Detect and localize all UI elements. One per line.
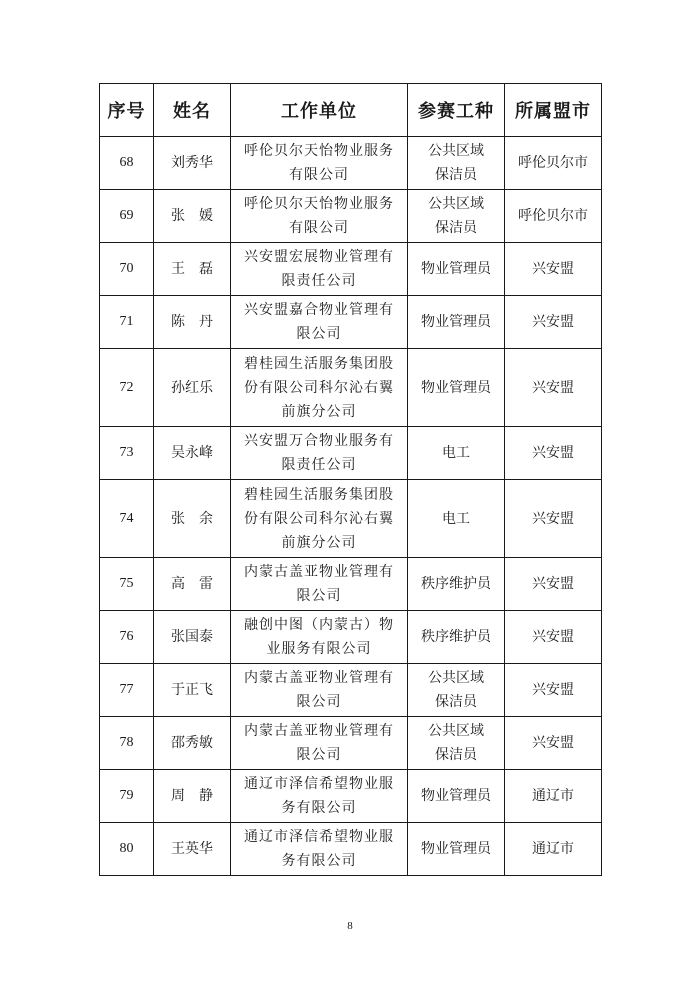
cell-line: 份有限公司科尔沁右翼 <box>244 379 394 396</box>
cell-trade <box>408 717 505 770</box>
cell-league: 兴安盟 <box>505 296 602 349</box>
cell-unit <box>231 349 408 427</box>
cell-line: 限公司 <box>296 326 342 342</box>
cell-league: 兴安盟 <box>505 427 602 480</box>
cell-trade <box>408 611 505 664</box>
cell-trade <box>408 243 505 296</box>
cell-seq: 70 <box>100 243 154 296</box>
cell-league: 呼伦贝尔市 <box>505 137 602 190</box>
cell-line: 限公司 <box>296 694 342 710</box>
table-row <box>100 349 602 427</box>
table-row <box>100 427 602 480</box>
cell-line: 通辽市泽信希望物业服 <box>244 829 394 845</box>
cell-trade <box>408 190 505 243</box>
cell-trade <box>408 770 505 823</box>
cell-line: 呼伦贝尔天怡物业服务 <box>244 196 394 212</box>
cell-trade <box>408 823 505 876</box>
cell-line: 通辽市泽信希望物业服 <box>244 776 394 792</box>
cell-name: 吴永峰 <box>154 427 231 480</box>
cell-line: 公共区域 <box>428 143 484 159</box>
table-row <box>100 770 602 823</box>
cell-line: 保洁员 <box>435 694 477 710</box>
cell-line: 限公司 <box>296 747 342 763</box>
table-row <box>100 823 602 876</box>
cell-line: 保洁员 <box>435 747 477 763</box>
cell-line: 兴安盟万合物业服务有 <box>244 433 394 449</box>
roster-body <box>100 137 602 876</box>
cell-line: 保洁员 <box>435 220 477 236</box>
cell-league: 兴安盟 <box>505 243 602 296</box>
cell-line: 前旗分公司 <box>281 403 357 420</box>
cell-seq: 76 <box>100 611 154 664</box>
table-row <box>100 480 602 558</box>
cell-unit <box>231 427 408 480</box>
cell-unit <box>231 243 408 296</box>
cell-unit <box>231 664 408 717</box>
cell-seq: 71 <box>100 296 154 349</box>
cell-unit <box>231 480 408 558</box>
cell-unit <box>231 823 408 876</box>
cell-line: 兴安盟宏展物业管理有 <box>244 249 394 265</box>
cell-seq: 75 <box>100 558 154 611</box>
cell-trade <box>408 427 505 480</box>
header-unit: 工作单位 <box>231 84 408 137</box>
cell-line: 份有限公司科尔沁右翼 <box>244 510 394 527</box>
cell-name: 张 余 <box>154 480 231 558</box>
cell-line: 内蒙古盖亚物业管理有 <box>244 723 394 739</box>
cell-name: 刘秀华 <box>154 137 231 190</box>
cell-line: 内蒙古盖亚物业管理有 <box>244 670 394 686</box>
cell-seq: 77 <box>100 664 154 717</box>
cell-unit <box>231 611 408 664</box>
table-row <box>100 558 602 611</box>
cell-line: 碧桂园生活服务集团股 <box>244 486 394 503</box>
cell-line: 电工 <box>442 510 470 527</box>
cell-league: 兴安盟 <box>505 349 602 427</box>
cell-line: 呼伦贝尔天怡物业服务 <box>244 143 394 159</box>
cell-line: 融创中图（内蒙古）物 <box>244 617 394 633</box>
header-name: 姓名 <box>154 84 231 137</box>
cell-line: 公共区域 <box>428 670 484 686</box>
cell-league: 兴安盟 <box>505 480 602 558</box>
cell-name: 王英华 <box>154 823 231 876</box>
cell-line: 公共区域 <box>428 196 484 212</box>
table-row <box>100 137 602 190</box>
cell-line: 限责任公司 <box>281 273 357 289</box>
cell-unit <box>231 296 408 349</box>
cell-line: 物业管理员 <box>421 841 491 857</box>
cell-name: 陈 丹 <box>154 296 231 349</box>
table-row <box>100 611 602 664</box>
cell-trade <box>408 664 505 717</box>
cell-line: 内蒙古盖亚物业管理有 <box>244 564 394 580</box>
cell-unit <box>231 770 408 823</box>
header-trade: 参赛工种 <box>408 84 505 137</box>
cell-league: 兴安盟 <box>505 611 602 664</box>
cell-line: 物业管理员 <box>421 261 491 277</box>
cell-name: 张 媛 <box>154 190 231 243</box>
table-row <box>100 664 602 717</box>
cell-line: 物业管理员 <box>421 314 491 330</box>
cell-line: 兴安盟嘉合物业管理有 <box>244 302 394 318</box>
cell-name: 邵秀敏 <box>154 717 231 770</box>
cell-seq: 73 <box>100 427 154 480</box>
cell-seq: 72 <box>100 349 154 427</box>
cell-line: 电工 <box>442 445 470 461</box>
cell-league: 兴安盟 <box>505 717 602 770</box>
header-row <box>100 84 602 137</box>
cell-name: 于正飞 <box>154 664 231 717</box>
cell-seq: 79 <box>100 770 154 823</box>
header-league: 所属盟市 <box>505 84 602 137</box>
table-row <box>100 296 602 349</box>
cell-line: 公共区域 <box>428 723 484 739</box>
cell-line: 业服务有限公司 <box>266 641 372 657</box>
page-number: 8 <box>347 920 353 932</box>
cell-league: 兴安盟 <box>505 664 602 717</box>
cell-league: 呼伦贝尔市 <box>505 190 602 243</box>
cell-line: 秩序维护员 <box>421 629 491 645</box>
table-row <box>100 190 602 243</box>
cell-line: 碧桂园生活服务集团股 <box>244 355 394 372</box>
cell-name: 张国泰 <box>154 611 231 664</box>
cell-trade <box>408 137 505 190</box>
table-row <box>100 243 602 296</box>
cell-seq: 74 <box>100 480 154 558</box>
cell-seq: 78 <box>100 717 154 770</box>
cell-league: 兴安盟 <box>505 558 602 611</box>
roster-table <box>99 83 602 876</box>
cell-trade <box>408 558 505 611</box>
cell-unit <box>231 190 408 243</box>
cell-seq: 68 <box>100 137 154 190</box>
cell-unit <box>231 558 408 611</box>
cell-line: 务有限公司 <box>281 800 357 816</box>
cell-line: 限责任公司 <box>281 457 357 473</box>
header-seq: 序号 <box>100 84 154 137</box>
cell-line: 有限公司 <box>289 220 349 236</box>
cell-name: 高 雷 <box>154 558 231 611</box>
cell-trade <box>408 349 505 427</box>
cell-seq: 80 <box>100 823 154 876</box>
cell-line: 保洁员 <box>435 167 477 183</box>
cell-seq: 69 <box>100 190 154 243</box>
cell-league: 通辽市 <box>505 823 602 876</box>
cell-trade <box>408 296 505 349</box>
cell-name: 王 磊 <box>154 243 231 296</box>
cell-name: 孙红乐 <box>154 349 231 427</box>
cell-trade <box>408 480 505 558</box>
cell-line: 有限公司 <box>289 167 349 183</box>
cell-line: 务有限公司 <box>281 853 357 869</box>
cell-name: 周 静 <box>154 770 231 823</box>
cell-line: 前旗分公司 <box>281 534 357 551</box>
cell-line: 物业管理员 <box>421 788 491 804</box>
cell-league: 通辽市 <box>505 770 602 823</box>
cell-unit <box>231 717 408 770</box>
cell-line: 秩序维护员 <box>421 576 491 592</box>
cell-line: 限公司 <box>296 588 342 604</box>
table-row <box>100 717 602 770</box>
cell-unit <box>231 137 408 190</box>
cell-line: 物业管理员 <box>421 379 491 396</box>
